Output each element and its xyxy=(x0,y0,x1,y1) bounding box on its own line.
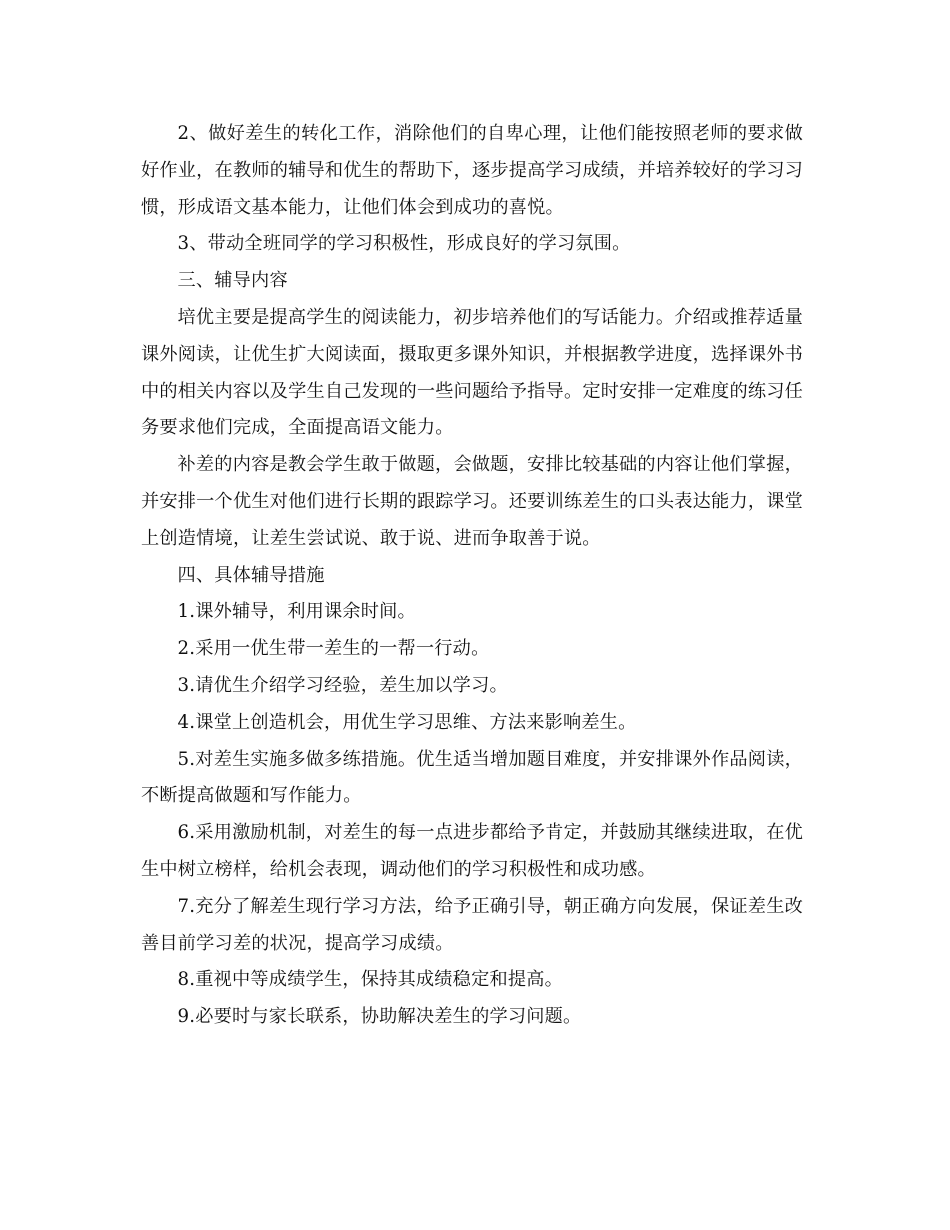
section-heading-content: 三、辅导内容 xyxy=(177,270,288,292)
paragraph-goal-3: 3、带动全班同学的学习积极性，形成良好的学习氛围。 xyxy=(177,233,631,255)
paragraph-goal-2: 2、做好差生的转化工作，消除他们的自卑心理，让他们能按照老师的要求做好作业，在教师的辅导和优生的帮助下，逐步提高学习成绩，并培养较好的学习习惯，形成语文基本能力，让他们体会到成功的喜悦。 xyxy=(141,123,803,218)
paragraph-remediation: 补差的内容是教会学生敢于做题，会做题，安排比较基础的内容让他们掌握，并安排一个优生对他们进行长期的跟踪学习。还要训练差生的口头表达能力，课堂上创造情境，让差生尝试说、敢于说、进而争取善于说。 xyxy=(141,454,803,549)
measure-item-6: 6.采用激励机制，对差生的每一点进步都给予肯定，并鼓励其继续进取，在优生中树立榜样，给机会表现，调动他们的学习积极性和成功感。 xyxy=(141,822,803,880)
measure-item-1: 1.课外辅导，利用课余时间。 xyxy=(177,601,416,623)
measure-item-9: 9.必要时与家长联系，协助解决差生的学习问题。 xyxy=(177,1006,582,1028)
measure-item-8: 8.重视中等成绩学生，保持其成绩稳定和提高。 xyxy=(177,969,564,991)
measure-item-2: 2.采用一优生带一差生的一帮一行动。 xyxy=(177,638,490,660)
measure-item-5: 5.对差生实施多做多练措施。优生适当增加题目难度，并安排课外作品阅读，不断提高做题和写作能力。 xyxy=(141,748,803,807)
section-heading-measures: 四、具体辅导措施 xyxy=(177,564,325,586)
paragraph-enrichment: 培优主要是提高学生的阅读能力，初步培养他们的写话能力。介绍或推荐适量课外阅读，让优生扩大阅读面，摄取更多课外知识，并根据教学进度，选择课外书中的相关内容以及学生自己发现的一些问题给予指导。定时安排一定难度的练习任务要求他们完成，全面提高语文能力。 xyxy=(141,306,803,439)
measure-item-3: 3.请优生介绍学习经验，差生加以学习。 xyxy=(177,674,508,696)
measure-item-4: 4.课堂上创造机会，用优生学习思维、方法来影响差生。 xyxy=(177,711,637,733)
measure-item-7: 7.充分了解差生现行学习方法，给予正确引导，朝正确方向发展，保证差生改善目前学习差的状况，提高学习成绩。 xyxy=(141,895,803,954)
document-body xyxy=(141,116,803,1036)
